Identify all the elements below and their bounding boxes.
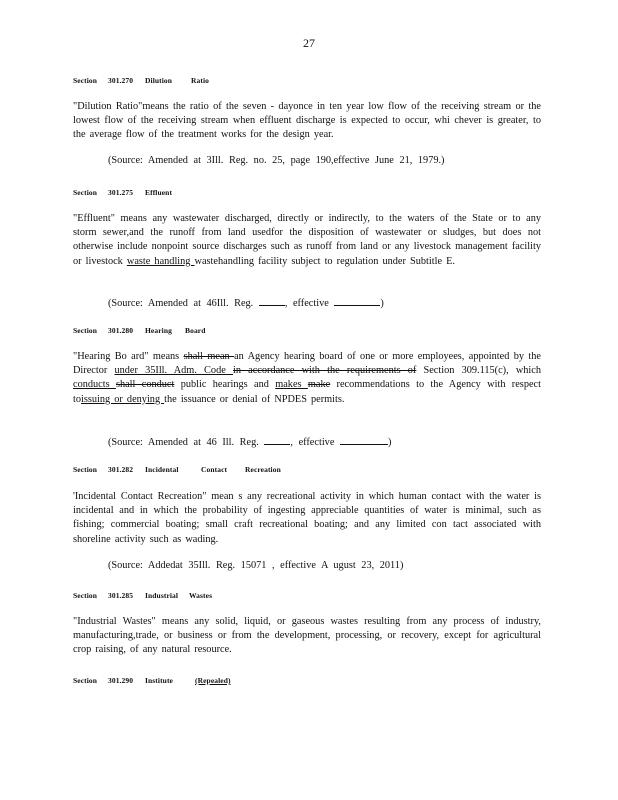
deleted-text: make [307,379,331,391]
page-number: 27 [303,36,315,50]
blank-line [334,296,380,306]
blank-line [264,435,290,445]
section-heading-301-290: Section 301.290 Institute (Repealed) [73,676,255,685]
definition-effluent: "Effluent" means any wastewater discharged, directly or indirectly, to the waters of the State or to any storm sewer,and the runoff from land usedfor the disposition of wastewater or sludges, but does not otherwise include nonpoint source discharges such as runoff from land or any livestock management facility or livestock waste handling wastehandling facility subject to regulation under Subtitle E. [73,213,541,267]
source-note: (Source: Amended at 46Ill. Reg. , effective ) [108,298,384,309]
blank-line [259,296,285,306]
definition-industrial-wastes: "Industrial Wastes" means any solid, liquid, or gaseous wastes resulting from any process of industry, manufacturing,trade, or business or from the development, processing, or recovery, except for agricultural crop raising, of any natural resource. [73,616,541,656]
deleted-text: shall mean [183,351,235,362]
definition-incidental-contact-recreation: 'Incidental Contact Recreation" mean s any recreational activity in which human contact with the water is incidental and in which the probability of ingesting appreciable quantities of water is minimal, such as fishing; commercial boating; small craft recreational boating; and any limited con tact associated with shoreline activity such as wading. [73,491,541,545]
repealed-marker: (Repealed) [195,676,231,685]
definition-hearing-board: "Hearing Bo ard" means shall mean an Agency hearing board of one or more employees, appointed by the Director under 35Ill. Adm. Code in accordance with the requirements of Section 309.115(c), which conducts shall conduct public hearings and makes make recommendations to the Agency with respect toissuing or denying the issuance or denial of NPDES permits. [73,351,542,405]
inserted-text: waste handling [126,255,195,267]
blank-line [340,435,388,445]
source-note: (Source: Amended at 46 Ill. Reg. , effective ) [108,437,392,448]
section-heading-301-280: Section 301.280 Hearing Board [73,326,206,335]
deleted-text: in accordance with the requirements of [232,365,417,377]
section-heading-301-270: Section 301.270 Dilution Ratio [73,76,209,85]
inserted-text: makes [275,379,308,391]
source-note: (Source: Addedat 35Ill. Reg. 15071 , effective A ugust 23, 2011) [108,560,404,571]
inserted-text: conducts [73,379,116,391]
section-heading-301-282: Section 301.282 Incidental Contact Recreation [73,465,281,474]
section-heading-301-285: Section 301.285 Industrial Wastes [73,591,213,600]
source-note: (Source: Amended at 3Ill. Reg. no. 25, page 190,effective June 21, 1979.) [108,155,445,166]
deleted-text: shall conduct [115,379,175,391]
section-heading-301-275: Section 301.275 Effluent [73,188,173,197]
definition-dilution-ratio: "Dilution Ratio"means the ratio of the seven - dayonce in ten year low flow of the receiving stream or the lowest flow of the receiving stream when effluent discharge is expected to occur, whi chever is greater, to the average flow of the treatment works for the design year. [73,101,541,141]
inserted-text: issuing or denying [81,393,165,405]
inserted-text: under 35Ill. Adm. Code [114,365,233,377]
